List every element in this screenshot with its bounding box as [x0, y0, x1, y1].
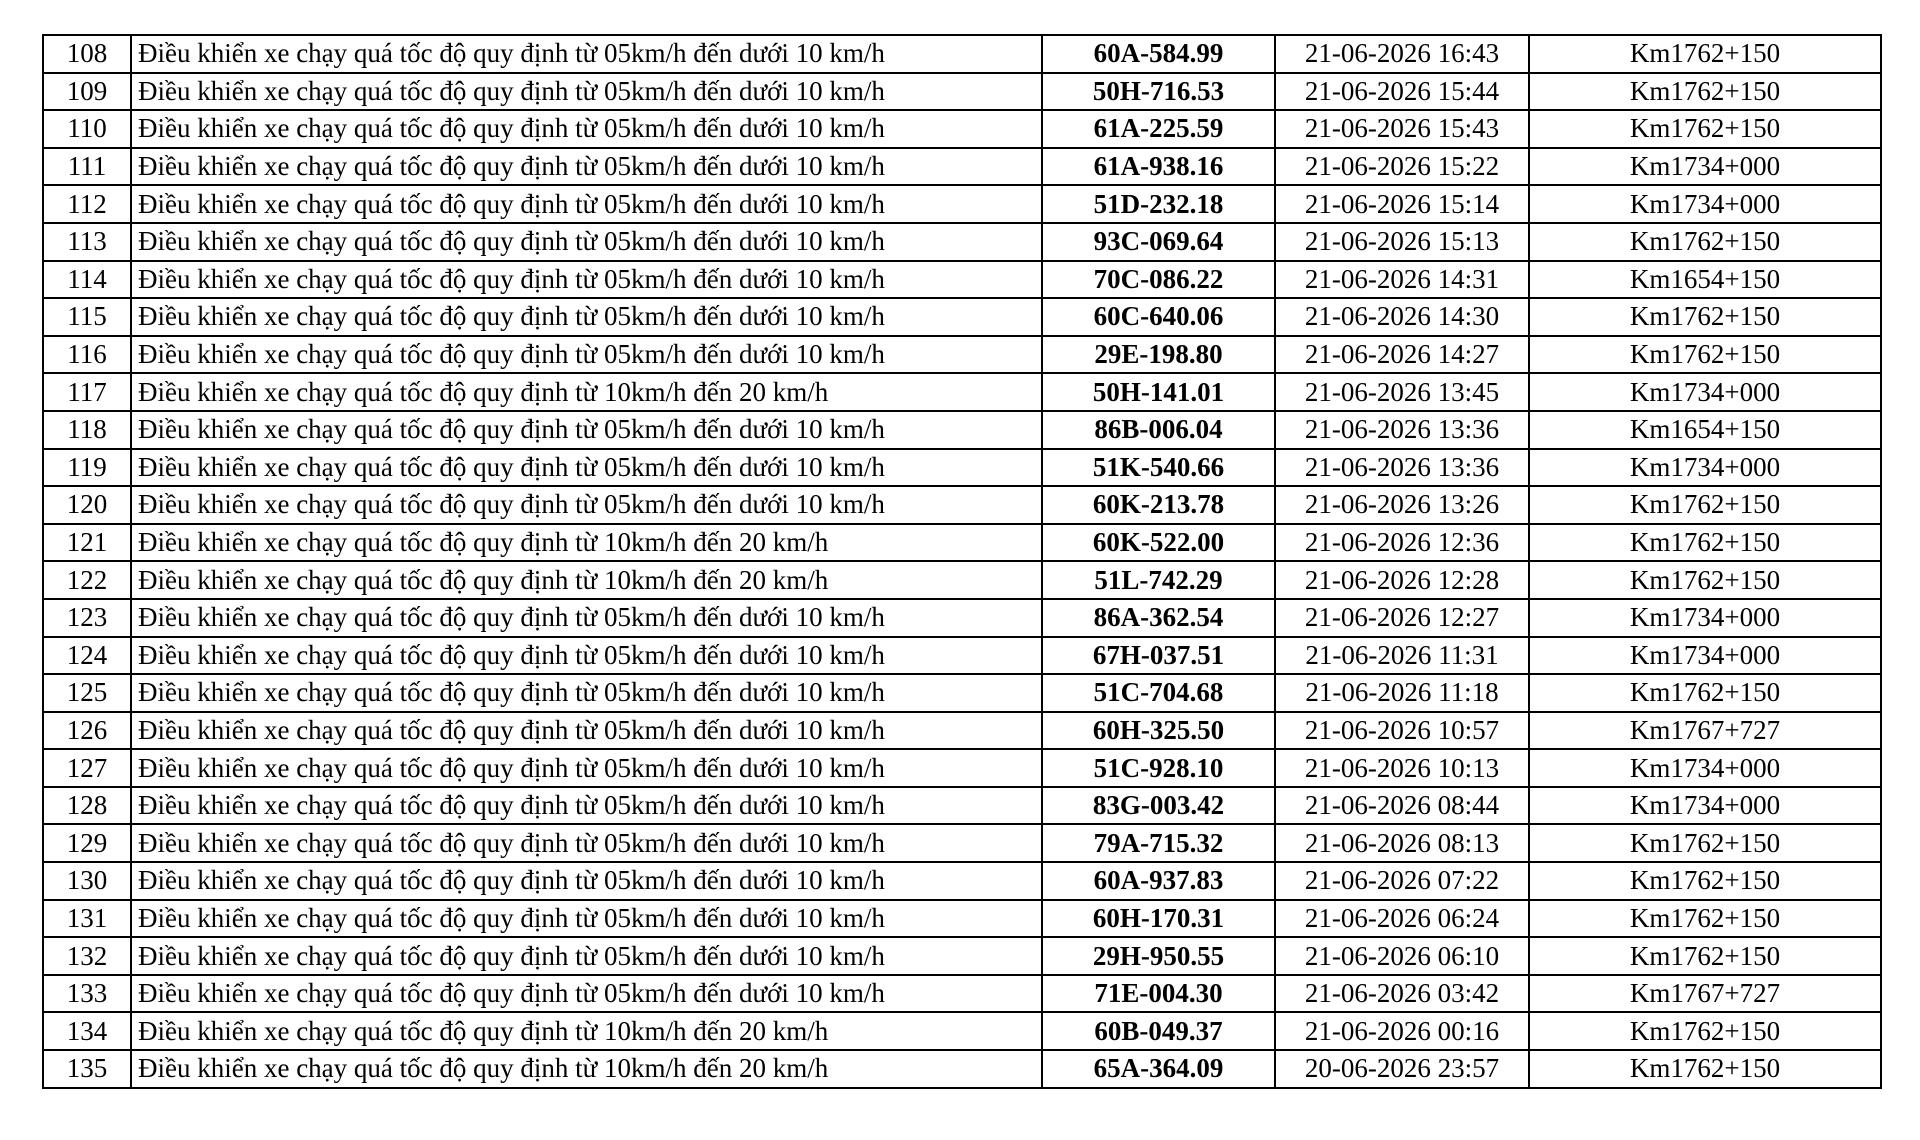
- table-row: [43, 1050, 1881, 1088]
- violation-time-cell: 21-06-2026 10:13: [1275, 749, 1529, 787]
- row-number-cell: 131: [43, 900, 131, 938]
- table-row: [43, 674, 1881, 712]
- table-row: [43, 524, 1881, 562]
- license-plate-cell: 51C-928.10: [1042, 749, 1275, 787]
- violation-time-cell: 21-06-2026 06:24: [1275, 900, 1529, 938]
- table-row: [43, 411, 1881, 449]
- license-plate-cell: 60K-522.00: [1042, 524, 1275, 562]
- row-number-cell: 118: [43, 411, 131, 449]
- location-cell: Km1762+150: [1529, 862, 1881, 900]
- row-number-cell: 134: [43, 1012, 131, 1050]
- violation-time-cell: 21-06-2026 13:36: [1275, 449, 1529, 487]
- violation-description-cell: Điều khiển xe chạy quá tốc độ quy định từ 05km/h đến dưới 10 km/h: [131, 449, 1042, 487]
- violation-time-cell: 21-06-2026 16:43: [1275, 35, 1529, 73]
- table-row: [43, 486, 1881, 524]
- violation-time-cell: 21-06-2026 12:28: [1275, 561, 1529, 599]
- violation-description-cell: Điều khiển xe chạy quá tốc độ quy định từ 10km/h đến 20 km/h: [131, 1012, 1042, 1050]
- license-plate-cell: 51D-232.18: [1042, 185, 1275, 223]
- location-cell: Km1734+000: [1529, 637, 1881, 675]
- violation-description-cell: Điều khiển xe chạy quá tốc độ quy định từ 05km/h đến dưới 10 km/h: [131, 411, 1042, 449]
- violation-description-cell: Điều khiển xe chạy quá tốc độ quy định từ 10km/h đến 20 km/h: [131, 1050, 1042, 1088]
- table-row: [43, 261, 1881, 299]
- table-row: [43, 35, 1881, 73]
- violation-time-cell: 21-06-2026 13:45: [1275, 373, 1529, 411]
- license-plate-cell: 60C-640.06: [1042, 298, 1275, 336]
- row-number-cell: 128: [43, 787, 131, 825]
- table-row: [43, 561, 1881, 599]
- violation-time-cell: 21-06-2026 13:36: [1275, 411, 1529, 449]
- violation-time-cell: 21-06-2026 15:13: [1275, 223, 1529, 261]
- violation-description-cell: Điều khiển xe chạy quá tốc độ quy định từ 05km/h đến dưới 10 km/h: [131, 599, 1042, 637]
- violation-time-cell: 21-06-2026 00:16: [1275, 1012, 1529, 1050]
- row-number-cell: 109: [43, 73, 131, 111]
- location-cell: Km1762+150: [1529, 486, 1881, 524]
- table-row: [43, 637, 1881, 675]
- violation-description-cell: Điều khiển xe chạy quá tốc độ quy định từ 10km/h đến 20 km/h: [131, 373, 1042, 411]
- license-plate-cell: 60K-213.78: [1042, 486, 1275, 524]
- table-row: [43, 298, 1881, 336]
- violation-time-cell: 21-06-2026 11:18: [1275, 674, 1529, 712]
- violations-table: [42, 34, 1882, 1089]
- violation-description-cell: Điều khiển xe chạy quá tốc độ quy định từ 05km/h đến dưới 10 km/h: [131, 900, 1042, 938]
- row-number-cell: 124: [43, 637, 131, 675]
- row-number-cell: 111: [43, 148, 131, 186]
- violation-time-cell: 21-06-2026 15:22: [1275, 148, 1529, 186]
- location-cell: Km1762+150: [1529, 1012, 1881, 1050]
- violation-description-cell: Điều khiển xe chạy quá tốc độ quy định từ 10km/h đến 20 km/h: [131, 561, 1042, 599]
- license-plate-cell: 61A-938.16: [1042, 148, 1275, 186]
- violation-description-cell: Điều khiển xe chạy quá tốc độ quy định từ 05km/h đến dưới 10 km/h: [131, 223, 1042, 261]
- table-row: [43, 975, 1881, 1013]
- license-plate-cell: 50H-141.01: [1042, 373, 1275, 411]
- location-cell: Km1734+000: [1529, 749, 1881, 787]
- violation-description-cell: Điều khiển xe chạy quá tốc độ quy định từ 05km/h đến dưới 10 km/h: [131, 148, 1042, 186]
- location-cell: Km1654+150: [1529, 261, 1881, 299]
- violation-time-cell: 21-06-2026 07:22: [1275, 862, 1529, 900]
- table-row: [43, 1012, 1881, 1050]
- row-number-cell: 133: [43, 975, 131, 1013]
- location-cell: Km1734+000: [1529, 185, 1881, 223]
- row-number-cell: 117: [43, 373, 131, 411]
- license-plate-cell: 70C-086.22: [1042, 261, 1275, 299]
- row-number-cell: 129: [43, 824, 131, 862]
- row-number-cell: 119: [43, 449, 131, 487]
- table-row: [43, 599, 1881, 637]
- violation-time-cell: 21-06-2026 11:31: [1275, 637, 1529, 675]
- row-number-cell: 127: [43, 749, 131, 787]
- location-cell: Km1762+150: [1529, 223, 1881, 261]
- violation-time-cell: 21-06-2026 08:44: [1275, 787, 1529, 825]
- location-cell: Km1734+000: [1529, 787, 1881, 825]
- license-plate-cell: 71E-004.30: [1042, 975, 1275, 1013]
- license-plate-cell: 29H-950.55: [1042, 937, 1275, 975]
- row-number-cell: 114: [43, 261, 131, 299]
- violation-description-cell: Điều khiển xe chạy quá tốc độ quy định từ 05km/h đến dưới 10 km/h: [131, 486, 1042, 524]
- violation-time-cell: 21-06-2026 15:43: [1275, 110, 1529, 148]
- location-cell: Km1762+150: [1529, 336, 1881, 374]
- violation-description-cell: Điều khiển xe chạy quá tốc độ quy định từ 05km/h đến dưới 10 km/h: [131, 35, 1042, 73]
- license-plate-cell: 29E-198.80: [1042, 336, 1275, 374]
- location-cell: Km1762+150: [1529, 937, 1881, 975]
- license-plate-cell: 50H-716.53: [1042, 73, 1275, 111]
- row-number-cell: 123: [43, 599, 131, 637]
- violation-time-cell: 21-06-2026 15:14: [1275, 185, 1529, 223]
- violation-description-cell: Điều khiển xe chạy quá tốc độ quy định từ 05km/h đến dưới 10 km/h: [131, 637, 1042, 675]
- location-cell: Km1762+150: [1529, 524, 1881, 562]
- violation-time-cell: 21-06-2026 14:30: [1275, 298, 1529, 336]
- violation-time-cell: 21-06-2026 13:26: [1275, 486, 1529, 524]
- location-cell: Km1734+000: [1529, 599, 1881, 637]
- location-cell: Km1767+727: [1529, 712, 1881, 750]
- location-cell: Km1762+150: [1529, 298, 1881, 336]
- violation-time-cell: 21-06-2026 14:31: [1275, 261, 1529, 299]
- table-row: [43, 749, 1881, 787]
- row-number-cell: 113: [43, 223, 131, 261]
- table-row: [43, 712, 1881, 750]
- row-number-cell: 122: [43, 561, 131, 599]
- table-row: [43, 449, 1881, 487]
- table-row: [43, 336, 1881, 374]
- license-plate-cell: 60B-049.37: [1042, 1012, 1275, 1050]
- license-plate-cell: 51K-540.66: [1042, 449, 1275, 487]
- row-number-cell: 125: [43, 674, 131, 712]
- row-number-cell: 135: [43, 1050, 131, 1088]
- location-cell: Km1734+000: [1529, 148, 1881, 186]
- location-cell: Km1762+150: [1529, 73, 1881, 111]
- row-number-cell: 126: [43, 712, 131, 750]
- location-cell: Km1762+150: [1529, 1050, 1881, 1088]
- location-cell: Km1762+150: [1529, 110, 1881, 148]
- violation-description-cell: Điều khiển xe chạy quá tốc độ quy định từ 05km/h đến dưới 10 km/h: [131, 862, 1042, 900]
- table-row: [43, 73, 1881, 111]
- violation-time-cell: 21-06-2026 12:27: [1275, 599, 1529, 637]
- license-plate-cell: 51L-742.29: [1042, 561, 1275, 599]
- violations-table-body: [43, 35, 1881, 1088]
- license-plate-cell: 60H-325.50: [1042, 712, 1275, 750]
- row-number-cell: 120: [43, 486, 131, 524]
- license-plate-cell: 60A-937.83: [1042, 862, 1275, 900]
- violation-description-cell: Điều khiển xe chạy quá tốc độ quy định từ 05km/h đến dưới 10 km/h: [131, 261, 1042, 299]
- row-number-cell: 121: [43, 524, 131, 562]
- table-row: [43, 110, 1881, 148]
- license-plate-cell: 79A-715.32: [1042, 824, 1275, 862]
- table-row: [43, 824, 1881, 862]
- location-cell: Km1762+150: [1529, 824, 1881, 862]
- license-plate-cell: 67H-037.51: [1042, 637, 1275, 675]
- location-cell: Km1767+727: [1529, 975, 1881, 1013]
- row-number-cell: 112: [43, 185, 131, 223]
- table-row: [43, 223, 1881, 261]
- license-plate-cell: 60H-170.31: [1042, 900, 1275, 938]
- table-row: [43, 937, 1881, 975]
- location-cell: Km1734+000: [1529, 373, 1881, 411]
- table-row: [43, 148, 1881, 186]
- violation-description-cell: Điều khiển xe chạy quá tốc độ quy định từ 05km/h đến dưới 10 km/h: [131, 110, 1042, 148]
- table-row: [43, 185, 1881, 223]
- license-plate-cell: 61A-225.59: [1042, 110, 1275, 148]
- violation-description-cell: Điều khiển xe chạy quá tốc độ quy định từ 05km/h đến dưới 10 km/h: [131, 975, 1042, 1013]
- location-cell: Km1762+150: [1529, 35, 1881, 73]
- violation-description-cell: Điều khiển xe chạy quá tốc độ quy định từ 05km/h đến dưới 10 km/h: [131, 824, 1042, 862]
- location-cell: Km1734+000: [1529, 449, 1881, 487]
- row-number-cell: 115: [43, 298, 131, 336]
- row-number-cell: 110: [43, 110, 131, 148]
- violation-description-cell: Điều khiển xe chạy quá tốc độ quy định từ 05km/h đến dưới 10 km/h: [131, 712, 1042, 750]
- violation-time-cell: 21-06-2026 15:44: [1275, 73, 1529, 111]
- row-number-cell: 130: [43, 862, 131, 900]
- license-plate-cell: 86B-006.04: [1042, 411, 1275, 449]
- violation-description-cell: Điều khiển xe chạy quá tốc độ quy định từ 05km/h đến dưới 10 km/h: [131, 937, 1042, 975]
- row-number-cell: 108: [43, 35, 131, 73]
- table-row: [43, 862, 1881, 900]
- violation-description-cell: Điều khiển xe chạy quá tốc độ quy định từ 05km/h đến dưới 10 km/h: [131, 185, 1042, 223]
- license-plate-cell: 65A-364.09: [1042, 1050, 1275, 1088]
- violation-description-cell: Điều khiển xe chạy quá tốc độ quy định từ 10km/h đến 20 km/h: [131, 524, 1042, 562]
- violation-description-cell: Điều khiển xe chạy quá tốc độ quy định từ 05km/h đến dưới 10 km/h: [131, 336, 1042, 374]
- table-row: [43, 787, 1881, 825]
- violation-time-cell: 21-06-2026 10:57: [1275, 712, 1529, 750]
- row-number-cell: 132: [43, 937, 131, 975]
- violation-description-cell: Điều khiển xe chạy quá tốc độ quy định từ 05km/h đến dưới 10 km/h: [131, 674, 1042, 712]
- violation-time-cell: 21-06-2026 12:36: [1275, 524, 1529, 562]
- license-plate-cell: 60A-584.99: [1042, 35, 1275, 73]
- violation-time-cell: 21-06-2026 08:13: [1275, 824, 1529, 862]
- table-row: [43, 900, 1881, 938]
- violation-description-cell: Điều khiển xe chạy quá tốc độ quy định từ 05km/h đến dưới 10 km/h: [131, 298, 1042, 336]
- location-cell: Km1762+150: [1529, 674, 1881, 712]
- violation-time-cell: 21-06-2026 14:27: [1275, 336, 1529, 374]
- row-number-cell: 116: [43, 336, 131, 374]
- location-cell: Km1762+150: [1529, 561, 1881, 599]
- location-cell: Km1654+150: [1529, 411, 1881, 449]
- license-plate-cell: 86A-362.54: [1042, 599, 1275, 637]
- violation-description-cell: Điều khiển xe chạy quá tốc độ quy định từ 05km/h đến dưới 10 km/h: [131, 749, 1042, 787]
- violation-description-cell: Điều khiển xe chạy quá tốc độ quy định từ 05km/h đến dưới 10 km/h: [131, 787, 1042, 825]
- table-row: [43, 373, 1881, 411]
- license-plate-cell: 83G-003.42: [1042, 787, 1275, 825]
- violation-description-cell: Điều khiển xe chạy quá tốc độ quy định từ 05km/h đến dưới 10 km/h: [131, 73, 1042, 111]
- violation-time-cell: 21-06-2026 06:10: [1275, 937, 1529, 975]
- license-plate-cell: 93C-069.64: [1042, 223, 1275, 261]
- license-plate-cell: 51C-704.68: [1042, 674, 1275, 712]
- violation-time-cell: 20-06-2026 23:57: [1275, 1050, 1529, 1088]
- location-cell: Km1762+150: [1529, 900, 1881, 938]
- violation-time-cell: 21-06-2026 03:42: [1275, 975, 1529, 1013]
